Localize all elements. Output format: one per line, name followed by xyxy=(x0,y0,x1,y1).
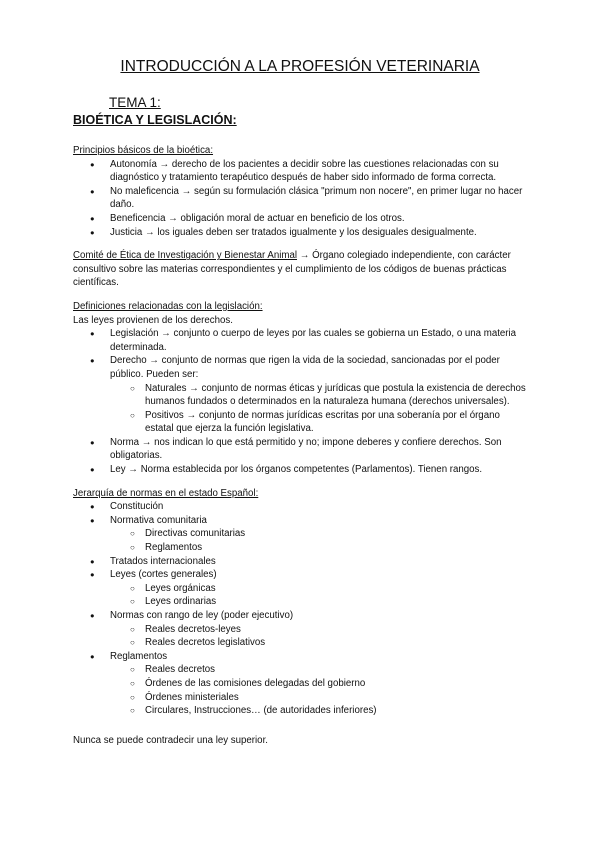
comite-text: → Órgano colegiado independiente, con carácter consultivo sobre las materias correspondientes y el cumplimiento de los códigos de buenas prácticas científicas. xyxy=(73,250,511,289)
derecho-sublist xyxy=(110,382,528,436)
list-item: ● Autonomía → derecho de los pacientes a decidir sobre las cuestiones relacionadas con su diagnóstico y tratamiento terapéutico después de haber sido informado de forma correcta. xyxy=(73,158,528,185)
tema-heading: TEMA 1: xyxy=(109,95,161,110)
list-item xyxy=(73,650,528,718)
list-item: ○ Leyes orgánicas xyxy=(110,582,528,596)
list-item xyxy=(73,514,528,555)
list-item: ● Legislación → conjunto o cuerpo de leyes por las cuales se gobierna un Estado, o una materia determinada. xyxy=(73,327,528,354)
list-item: ○ Positivos → conjunto de normas jurídicas escritas por una soberanía por el órgano estatal que ejerza la función legislativa. xyxy=(110,409,528,436)
document-title: INTRODUCCIÓN A LA PROFESIÓN VETERINARIA xyxy=(120,58,480,75)
list-item: ● Justicia → los iguales deben ser tratados igualmente y los desiguales desigualmente. xyxy=(73,226,528,240)
list-item: ● No maleficencia → según su formulación clásica "primum non nocere", en primer lugar no hacer daño. xyxy=(73,185,528,212)
document-body xyxy=(73,144,528,747)
reglamentos-text: Reglamentos xyxy=(110,650,168,662)
section-subtitle: BIOÉTICA Y LEGISLACIÓN: xyxy=(73,113,237,127)
definiciones-heading: Definiciones relacionadas con la legislación: xyxy=(73,300,263,312)
comite-paragraph xyxy=(73,249,528,290)
reglamentos-sublist xyxy=(110,663,528,717)
leyes-text: Leyes (cortes generales) xyxy=(110,569,217,581)
normativa-text: Normativa comunitaria xyxy=(110,514,207,526)
jerarquia-heading: Jerarquía de normas en el estado Español: xyxy=(73,487,259,499)
list-item: ○ Reglamentos xyxy=(110,541,528,555)
principios-heading: Principios básicos de la bioética: xyxy=(73,145,214,156)
list-item xyxy=(73,609,528,650)
list-item: ○ Leyes ordinarias xyxy=(110,595,528,609)
list-item: ● Constitución xyxy=(73,500,528,514)
list-item: ● Ley → Norma establecida por los órganos competentes (Parlamentos). Tienen rangos. xyxy=(73,463,528,477)
comite-heading: Comité de Ética de Investigación y Bienestar Animal xyxy=(73,250,298,262)
list-item: ● Tratados internacionales xyxy=(73,555,528,569)
list-item: ○ Reales decretos xyxy=(110,663,528,677)
leyes-sublist xyxy=(110,582,528,609)
normativa-sublist xyxy=(110,527,528,554)
definiciones-list xyxy=(73,327,528,477)
list-item: ○ Reales decretos-leyes xyxy=(110,623,528,637)
list-item: ○ Directivas comunitarias xyxy=(110,527,528,541)
definiciones-intro: Las leyes provienen de los derechos. xyxy=(73,314,233,326)
list-item: ○ Naturales → conjunto de normas éticas y jurídicas que postula la existencia de derechos humanos fundados o determinados en la naturaleza humana (derechos universales). xyxy=(110,382,528,409)
list-item: ○ Órdenes ministeriales xyxy=(110,691,528,705)
list-item xyxy=(73,354,528,436)
jerarquia-list xyxy=(73,500,528,718)
list-item: ○ Órdenes de las comisiones delegadas del gobierno xyxy=(110,677,528,691)
list-item: ○ Reales decretos legislativos xyxy=(110,636,528,650)
list-item: ● Norma → nos indican lo que está permitido y no; impone deberes y confiere derechos. Son obligatorias. xyxy=(73,436,528,463)
normas-rango-text: Normas con rango de ley (poder ejecutivo) xyxy=(110,610,294,621)
derecho-text: Derecho → conjunto de normas que rigen la vida de la sociedad, sancionadas por el poder público. Pueden ser: xyxy=(110,355,500,380)
list-item: ○ Circulares, Instrucciones… (de autoridades inferiores) xyxy=(110,704,528,718)
list-item xyxy=(73,568,528,609)
principios-list xyxy=(73,158,528,240)
normas-rango-sublist xyxy=(110,623,528,650)
list-item: ● Beneficencia → obligación moral de actuar en beneficio de los otros. xyxy=(73,212,528,226)
final-note: Nunca se puede contradecir una ley superior. xyxy=(73,734,268,746)
